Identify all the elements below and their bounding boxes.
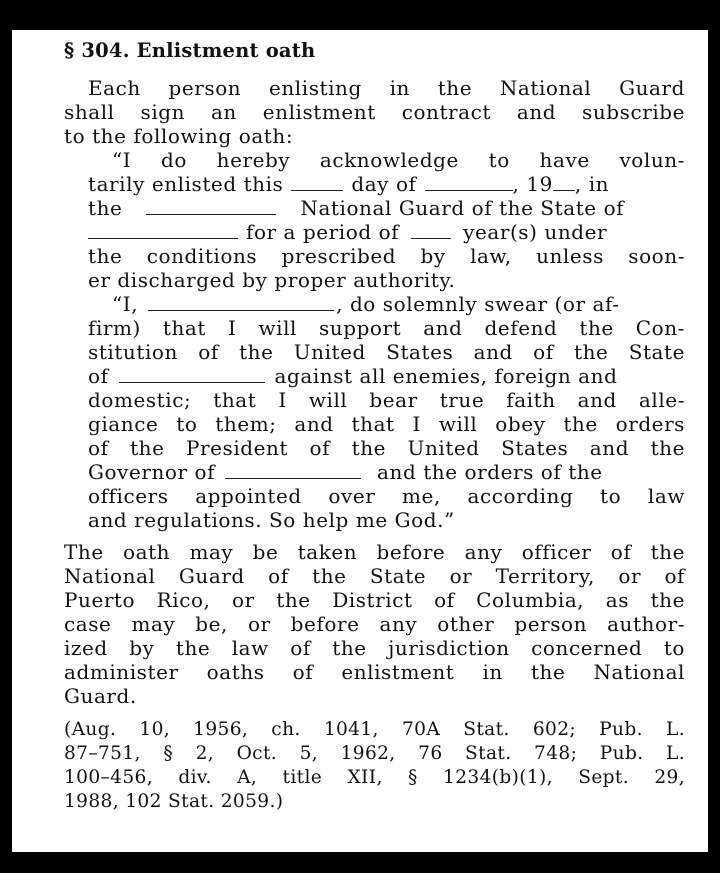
oath-line: giance to them; and that I will obey the orders: [88, 412, 685, 436]
document-page: [12, 30, 708, 852]
oath-line: [112, 292, 620, 316]
oath-text: , do solemnly swear (or af-: [336, 292, 620, 316]
oath-text: the: [88, 196, 123, 220]
oath-text: and the orders of the: [377, 460, 603, 484]
intro-line: to the following oath:: [64, 124, 294, 148]
body-line: ized by the law of the jurisdiction concerned to: [64, 636, 685, 660]
oath-line: [88, 172, 609, 196]
oath-line: domestic; that I will bear true faith and alle-: [88, 388, 685, 412]
state-name-blank: [146, 199, 276, 215]
oath-line: er discharged by proper authority.: [88, 268, 456, 292]
governor-state-blank: [225, 463, 361, 479]
source-credit-line: 100–456, div. A, title XII, § 1234(b)(1), Sept. 29,: [64, 767, 685, 788]
oath-text: tarily enlisted this: [88, 172, 284, 196]
oath-line: of the President of the United States and the: [88, 436, 685, 460]
intro-line: shall sign an enlistment contract and subscribe: [64, 100, 685, 124]
oath-line: the conditions prescribed by law, unless soon-: [88, 244, 685, 268]
oath-text: , 19: [512, 172, 553, 196]
day-blank: [291, 175, 343, 191]
oath-text: of: [88, 364, 109, 388]
name-blank: [148, 295, 334, 311]
oath-line: [88, 460, 603, 484]
years-blank: [411, 223, 451, 239]
oath-text: year(s) under: [463, 220, 608, 244]
oath-line: and regulations. So help me God.”: [88, 508, 455, 532]
intro-line: Each person enlisting in the National Guard: [88, 76, 685, 100]
oath-text: National Guard of the State of: [300, 196, 625, 220]
body-line: administer oaths of enlistment in the National: [64, 660, 685, 684]
oath-line: stitution of the United States and of the State: [88, 340, 685, 364]
year-blank: [553, 175, 575, 191]
oath-line: “I do hereby acknowledge to have volun-: [112, 148, 685, 172]
section-heading: § 304. Enlistment oath: [64, 39, 316, 62]
oath-text: day of: [351, 172, 417, 196]
source-credit-line: 1988, 102 Stat. 2059.): [64, 791, 284, 812]
oath-text: Governor of: [88, 460, 216, 484]
oath-line: [88, 220, 607, 244]
body-line: National Guard of the State or Territory, or of: [64, 564, 685, 588]
oath-line: [88, 364, 617, 388]
state-blank: [88, 223, 238, 239]
oath-text: , in: [574, 172, 610, 196]
oath-line: officers appointed over me, according to law: [88, 484, 685, 508]
body-line: The oath may be taken before any officer of the: [64, 540, 685, 564]
source-credit-line: 87–751, § 2, Oct. 5, 1962, 76 Stat. 748; Pub. L.: [64, 743, 685, 764]
body-line: Guard.: [64, 684, 137, 708]
month-blank: [425, 175, 513, 191]
oath-text: “I,: [112, 292, 139, 316]
state-blank: [119, 367, 265, 383]
source-credit-line: (Aug. 10, 1956, ch. 1041, 70A Stat. 602; Pub. L.: [64, 719, 685, 740]
body-line: Puerto Rico, or the District of Columbia, as the: [64, 588, 685, 612]
oath-line: [88, 196, 624, 220]
oath-text: for a period of: [246, 220, 400, 244]
body-line: case may be, or before any other person author-: [64, 612, 685, 636]
oath-line: firm) that I will support and defend the Con-: [88, 316, 685, 340]
oath-text: against all enemies, foreign and: [274, 364, 618, 388]
